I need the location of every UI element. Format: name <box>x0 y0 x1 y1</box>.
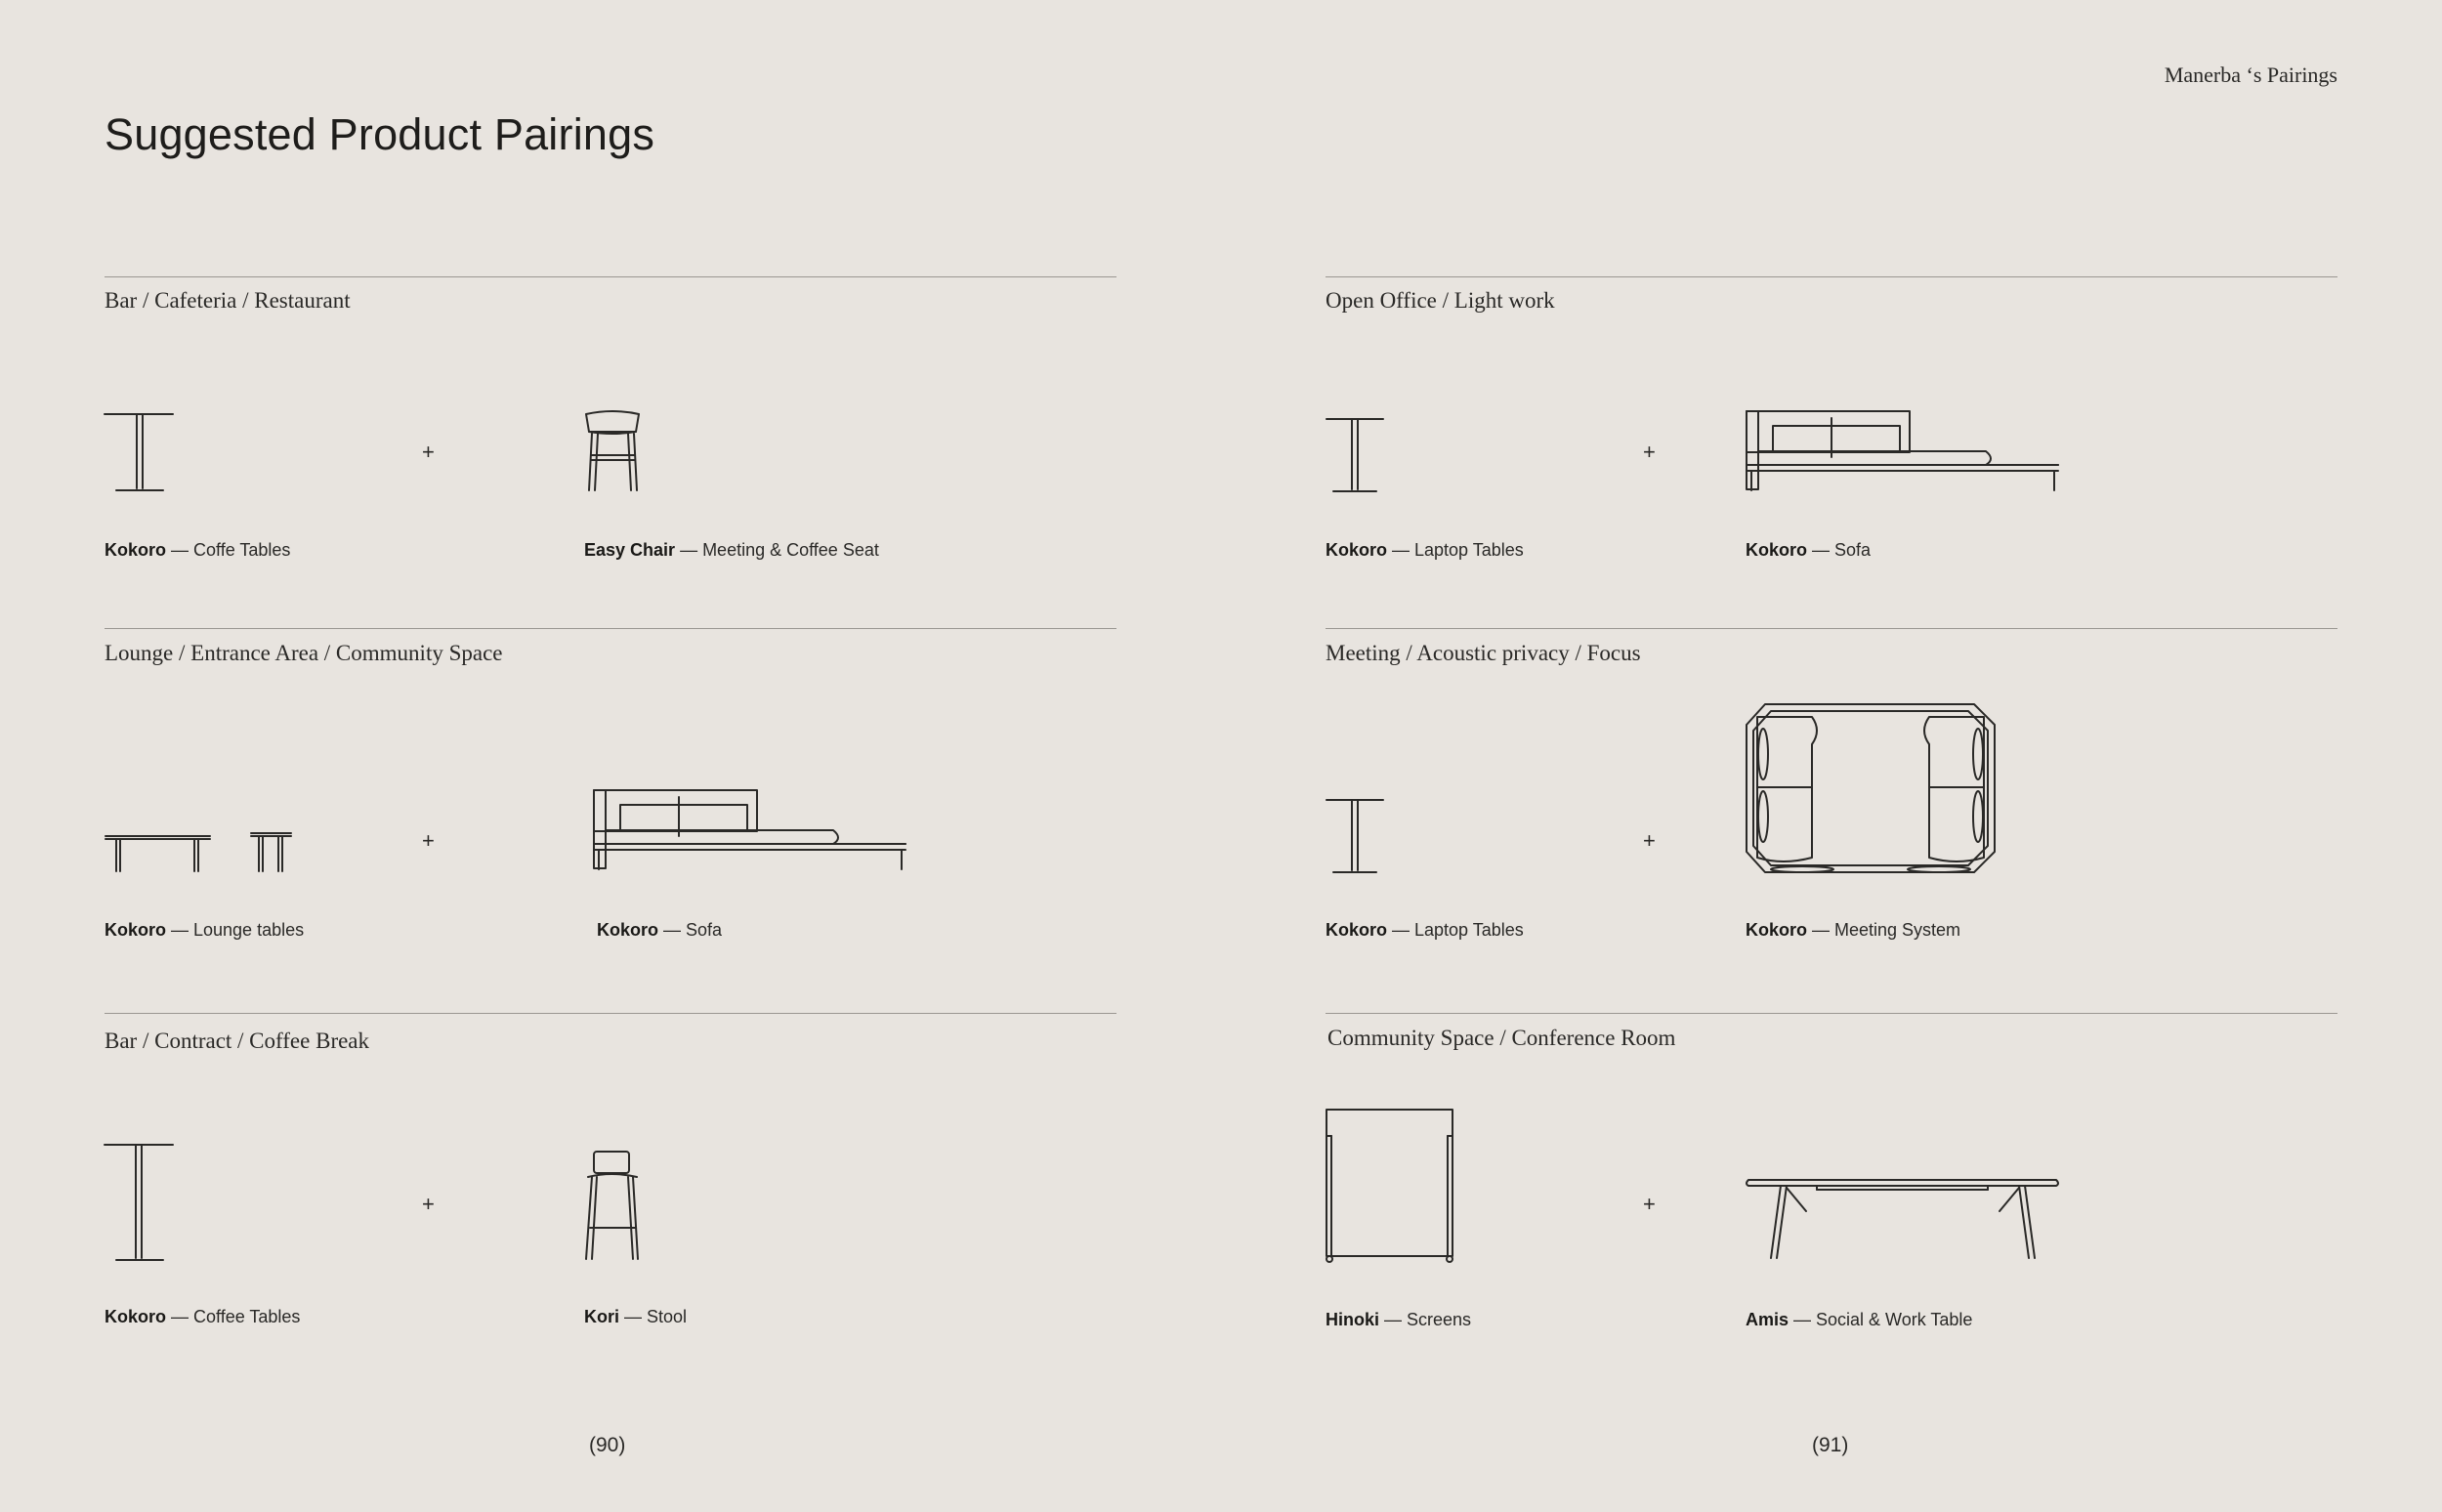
sofa-icon <box>591 787 908 873</box>
brand-name: Kokoro <box>1746 540 1807 560</box>
plus-sign: + <box>422 1192 435 1216</box>
section-title: Community Space / Conference Room <box>1327 1026 1676 1050</box>
section-title: Meeting / Acoustic privacy / Focus <box>1326 641 1641 665</box>
brand-name: Easy Chair <box>584 540 676 560</box>
section-divider <box>1326 628 2337 629</box>
sofa-icon <box>1744 408 2061 494</box>
product-caption <box>597 920 722 941</box>
section-divider <box>105 628 1116 629</box>
brand-name: Kokoro <box>1746 920 1807 940</box>
product-caption <box>1326 920 1524 941</box>
section-title: Lounge / Entrance Area / Community Space <box>105 641 503 665</box>
product-caption <box>1326 1310 1471 1330</box>
brand-name: Hinoki <box>1326 1310 1380 1329</box>
section-divider <box>105 1013 1116 1014</box>
brand-name: Kokoro <box>105 920 166 940</box>
product-name: — Laptop Tables <box>1387 920 1524 940</box>
product-caption <box>1326 540 1524 561</box>
screen-icon <box>1324 1107 1455 1265</box>
brand-name: Kokoro <box>105 1307 166 1326</box>
product-name: — Meeting & Coffee Seat <box>675 540 879 560</box>
product-name: — Social & Work Table <box>1789 1310 1973 1329</box>
product-caption <box>105 1307 300 1327</box>
section-title: Open Office / Light work <box>1326 288 1555 313</box>
product-caption <box>1746 1310 1972 1330</box>
laptop-table-icon <box>1325 415 1385 493</box>
coffee-table-icon <box>103 410 176 493</box>
product-caption <box>1746 540 1871 561</box>
plus-sign: + <box>1643 828 1656 853</box>
product-name: — Coffe Tables <box>166 540 291 560</box>
product-name: — Lounge tables <box>166 920 305 940</box>
product-name: — Meeting System <box>1807 920 1961 940</box>
product-name: — Screens <box>1379 1310 1472 1329</box>
lounge-tables-icon <box>103 830 293 874</box>
product-caption <box>105 540 290 561</box>
brand-name: Kokoro <box>597 920 658 940</box>
product-name: — Stool <box>619 1307 688 1326</box>
section-title: Bar / Contract / Coffee Break <box>105 1029 370 1053</box>
page-number: (91) <box>1812 1434 1849 1456</box>
page-number: (90) <box>589 1434 626 1456</box>
brand-name: Kokoro <box>1326 920 1387 940</box>
product-caption <box>584 540 879 561</box>
work-table-icon <box>1744 1172 2061 1262</box>
product-caption <box>105 920 304 941</box>
section-divider <box>1326 1013 2337 1014</box>
product-name: — Sofa <box>1807 540 1872 560</box>
bar-table-icon <box>103 1141 176 1263</box>
product-name: — Laptop Tables <box>1387 540 1524 560</box>
brand-name: Amis <box>1746 1310 1789 1329</box>
stool-icon <box>582 1148 643 1263</box>
brand-name: Kokoro <box>105 540 166 560</box>
laptop-table-icon <box>1325 796 1385 874</box>
product-caption <box>584 1307 687 1327</box>
page-title: Suggested Product Pairings <box>105 109 655 159</box>
meeting-system-icon <box>1744 701 1998 875</box>
chair-icon <box>581 408 644 494</box>
plus-sign: + <box>1643 440 1656 464</box>
running-header: Manerba ‘s Pairings <box>2164 63 2337 87</box>
brand-name: Kokoro <box>1326 540 1387 560</box>
product-name: — Coffee Tables <box>166 1307 301 1326</box>
section-divider <box>105 276 1116 277</box>
plus-sign: + <box>422 828 435 853</box>
brand-name: Kori <box>584 1307 619 1326</box>
plus-sign: + <box>1643 1192 1656 1216</box>
plus-sign: + <box>422 440 435 464</box>
section-divider <box>1326 276 2337 277</box>
section-title: Bar / Cafeteria / Restaurant <box>105 288 351 313</box>
product-caption <box>1746 920 1960 941</box>
product-name: — Sofa <box>658 920 723 940</box>
